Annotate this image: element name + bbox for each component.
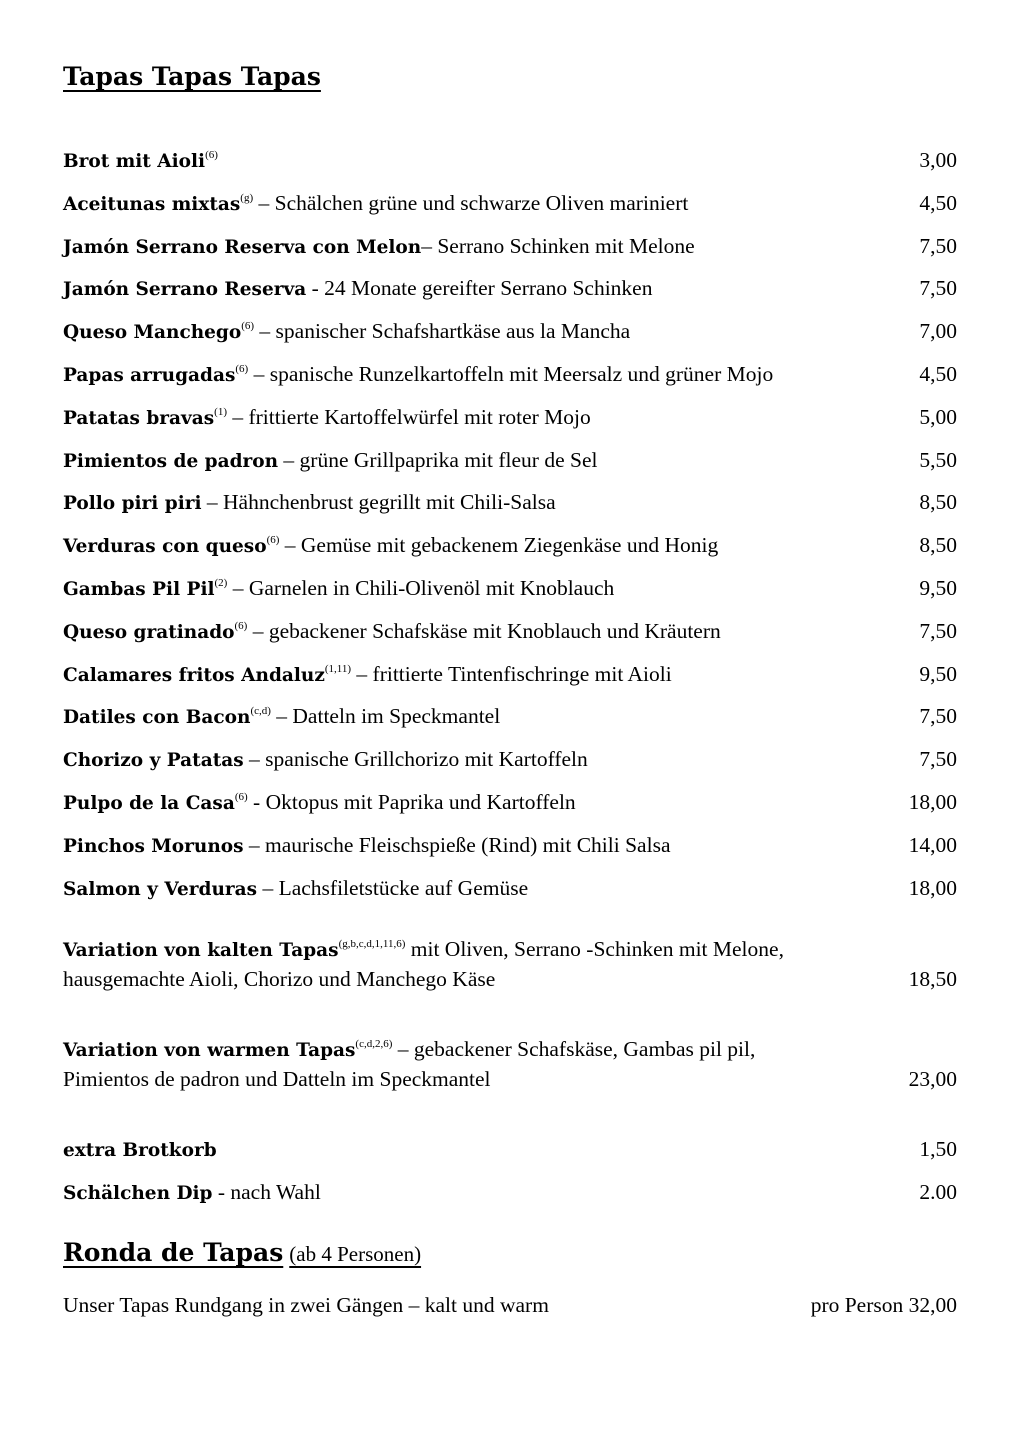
item-description: – Schälchen grüne und schwarze Oliven mariniert [253,190,689,215]
allergen-codes: (1) [214,405,227,418]
menu-item [63,274,957,304]
menu-item [63,1178,957,1208]
allergen-codes: (2) [214,577,228,589]
item-name: Salmon y Verduras [63,878,258,900]
menu-item [63,702,957,732]
item-name: Jamón Serrano Reserva [63,279,307,301]
menu-item [63,617,957,647]
menu-item [63,1135,957,1165]
item-name: Pimientos de padron [63,450,279,472]
item-name: Queso Manchego [63,322,242,344]
item-name: Schälchen Dip [63,1183,213,1204]
item-description: – frittierte Kartoffelwürfel mit roter Mojo [226,404,591,429]
item-description: – spanische Runzelkartoffeln mit Meersalz und grüner Mojo [248,362,774,386]
item-line [63,232,957,262]
menu-item [63,403,957,433]
item-price: 14,00 [908,832,957,857]
item-description: mit Oliven, Serrano -Schinken mit Melone, [405,937,784,961]
item-description: - 24 Monate gereifter Serrano Schinken [306,276,653,301]
menu-item [63,446,957,476]
item-line [63,1135,957,1165]
item-line [63,1178,957,1208]
item-name: Pollo piri piri [63,493,202,515]
menu-item [63,574,957,604]
menu-item [63,189,957,219]
item-price: 18,50 [908,967,957,991]
ronda-note: (ab 4 Personen) [289,1242,422,1266]
item-description: – Hähnchenbrust gegrillt mit Chili-Salsa [201,490,556,515]
ronda-description: Unser Tapas Rundgang in zwei Gängen – kalt und warm [63,1293,549,1317]
menu-item [63,360,957,390]
item-line [63,446,957,476]
ronda-section-title [63,1238,421,1267]
allergen-codes: (6) [234,619,248,632]
item-description-line2: Pimientos de padron und Datteln im Speckmantel [63,1067,491,1091]
item-name: Jamón Serrano Reserva con Melon [63,236,422,258]
ronda-row [63,1291,957,1319]
item-line [63,935,957,965]
item-description: – spanischer Schafshartkäse aus la Mancha [254,319,631,344]
item-price: 7,00 [919,319,957,344]
item-name: Variation von kalten Tapas [63,940,339,961]
item-line [63,189,957,219]
item-description: – gebackener Schafskäse mit Knoblauch und Kräutern [247,618,721,643]
item-price: 5,00 [919,404,957,429]
item-description: – frittierte Tintenfischringe mit Aioli [351,661,672,686]
menu-item [63,788,957,818]
item-price: 7,50 [919,704,957,729]
item-line [63,788,957,818]
item-name: Aceitunas mixtas [63,193,241,215]
item-price: 18,00 [908,875,957,900]
item-price: 4,50 [919,362,957,386]
item-price: 7,50 [919,276,957,301]
item-description: – gebackener Schafskäse, Gambas pil pil, [392,1037,756,1061]
item-description: - nach Wahl [212,1180,321,1204]
item-name: Papas arrugadas [63,365,236,386]
item-description: – grüne Grillpaprika mit fleur de Sel [278,447,598,472]
item-name: Datiles con Bacon [63,707,251,729]
item-price: 7,50 [919,233,957,258]
item-line [63,317,957,347]
menu-item [63,488,957,518]
allergen-codes: (c,d) [250,705,271,718]
item-price: 5,50 [919,447,957,472]
item-line [63,874,957,904]
item-line [63,660,957,690]
ronda-price: pro Person 32,00 [810,1293,957,1317]
item-name: Variation von warmen Tapas [63,1040,356,1061]
item-name: Chorizo y Patatas [63,750,244,772]
item-description: – Garnelen in Chili-Olivenöl mit Knoblauch [227,576,615,600]
item-line [63,531,957,561]
item-line [63,745,957,775]
item-price: 2.00 [919,1180,957,1204]
menu-item [63,531,957,561]
item-price: 9,50 [919,576,957,600]
menu-item [63,935,957,993]
allergen-codes: (g,b,c,d,1,11,6) [338,938,406,950]
item-description-line2: hausgemachte Aioli, Chorizo und Manchego Käse [63,967,496,991]
item-line [63,831,957,861]
allergen-codes: (6) [241,320,255,333]
ronda-title: Ronda de Tapas [63,1238,284,1267]
menu-item [63,232,957,262]
item-name: extra Brotkorb [63,1140,217,1161]
item-line [63,146,957,176]
item-description: – spanische Grillchorizo mit Kartoffeln [243,747,588,772]
item-price: 7,50 [919,618,957,643]
item-name: Pulpo de la Casa [63,793,235,814]
item-line [63,702,957,732]
menu-item [63,745,957,775]
item-price: 7,50 [919,747,957,772]
item-line [63,488,957,518]
item-price: 9,50 [919,661,957,686]
menu-item [63,146,957,176]
item-price: 4,50 [919,190,957,215]
allergen-codes: (1,11) [324,662,352,675]
item-description: – Serrano Schinken mit Melone [421,233,695,258]
item-description: - Oktopus mit Paprika und Kartoffeln [247,790,576,814]
allergen-codes: (6) [205,149,218,161]
page-title: Tapas Tapas Tapas [63,62,321,91]
item-price: 8,50 [919,533,957,558]
allergen-codes: (6) [266,534,280,547]
item-name: Pinchos Morunos [63,835,244,857]
item-description: – Lachsfiletstücke auf Gemüse [257,875,529,900]
menu-item [63,1035,957,1093]
item-price: 23,00 [908,1067,957,1091]
item-name: Calamares fritos Andaluz [63,664,325,686]
menu-item [63,831,957,861]
item-name: Brot mit Aioli [63,151,206,172]
item-description: – Gemüse mit gebackenem Ziegenkäse und Honig [279,533,719,558]
item-description: – maurische Fleischspieße (Rind) mit Chili Salsa [243,832,671,857]
menu-item [63,317,957,347]
allergen-codes: (6) [235,363,249,375]
allergen-codes: (c,d,2,6) [355,1038,393,1050]
item-line [63,574,957,604]
item-line [63,1035,957,1065]
item-name: Queso gratinado [63,621,235,643]
item-price: 1,50 [919,1137,957,1161]
item-description: – Datteln im Speckmantel [270,704,501,729]
item-price: 8,50 [919,490,957,515]
item-price: 18,00 [908,790,957,814]
item-price: 3,00 [919,148,957,172]
item-line [63,617,957,647]
item-name: Patatas bravas [63,407,215,429]
menu-item [63,660,957,690]
item-line [63,403,957,433]
menu-item [63,874,957,904]
item-line [63,360,957,390]
allergen-codes: (6) [234,791,248,803]
allergen-codes: (g) [240,191,254,204]
item-line [63,274,957,304]
item-name: Gambas Pil Pil [63,579,215,600]
item-name: Verduras con queso [63,536,267,558]
